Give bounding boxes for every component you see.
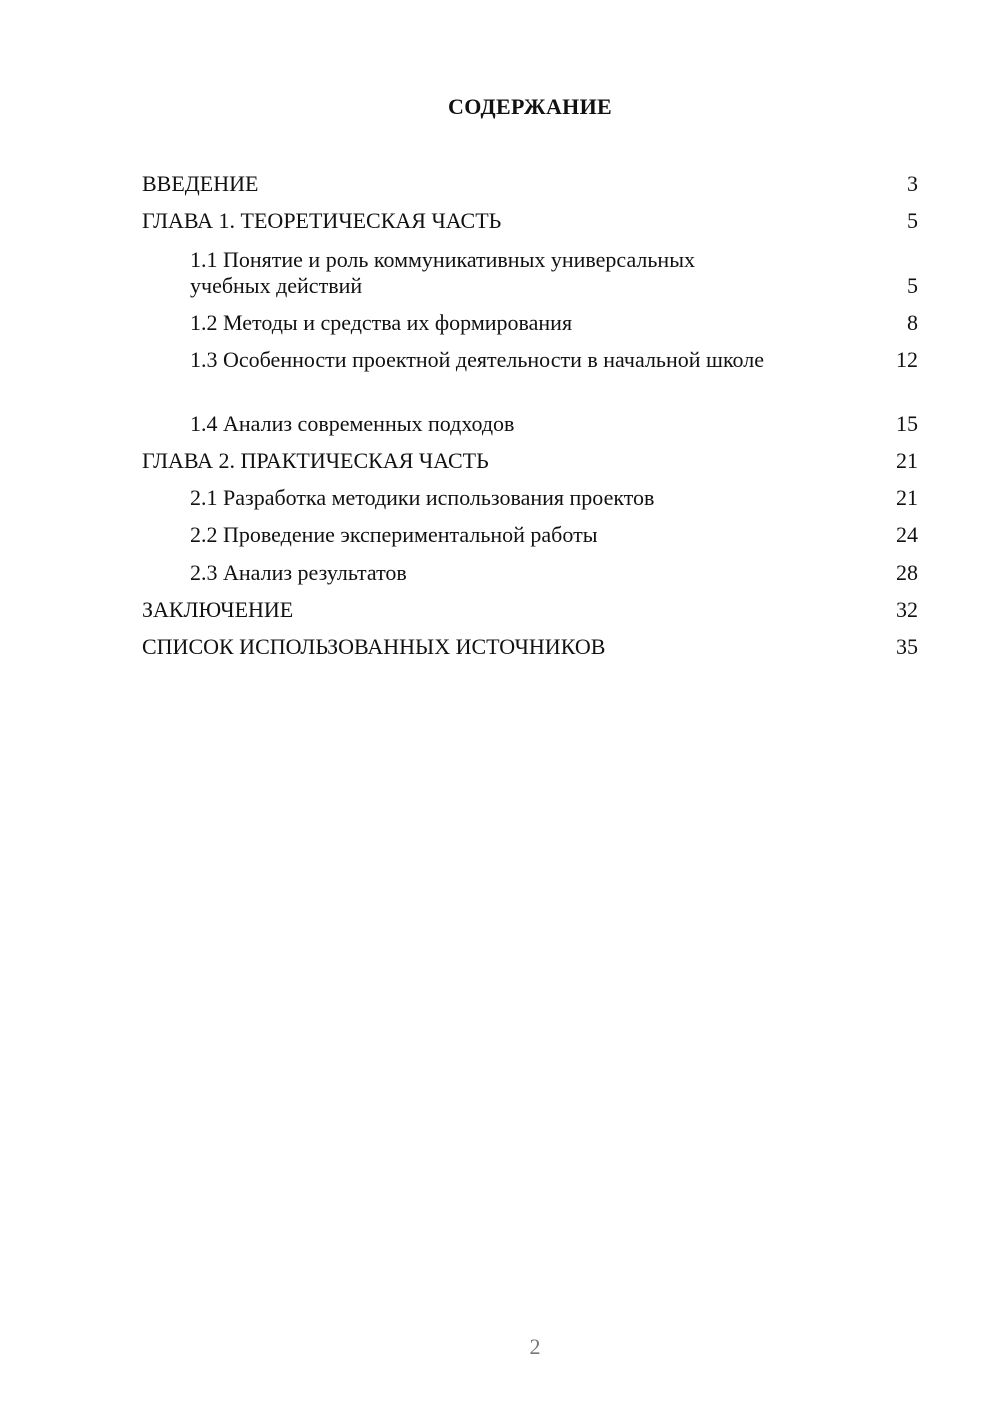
toc-entry-page: 3 (907, 171, 918, 196)
toc-entry-introduction (142, 171, 918, 197)
toc-entry-page: 15 (896, 411, 918, 436)
toc-entry-text: 2.1 Разработка методики использования проектов (190, 485, 655, 510)
toc-entry-page: 28 (896, 560, 918, 585)
toc-entry-text: 2.2 Проведение экспериментальной работы (190, 522, 598, 547)
toc-entry-section-1-1 (190, 247, 918, 299)
toc-entry-page: 5 (907, 273, 918, 298)
page-number: 2 (529, 1334, 541, 1359)
toc-entry-page: 8 (907, 310, 918, 335)
toc-entry-chapter-1 (142, 208, 918, 234)
toc-entry-text: 2.3 Анализ результатов (190, 560, 407, 585)
toc-entry-text: СПИСОК ИСПОЛЬЗОВАННЫХ ИСТОЧНИКОВ (142, 634, 606, 659)
toc-entry-text: 1.4 Анализ современных подходов (190, 411, 515, 436)
toc-entry-references (142, 634, 918, 660)
toc-entry-page: 32 (896, 597, 918, 622)
toc-entry-section-2-3 (190, 560, 918, 586)
toc-entry-page: 35 (896, 634, 918, 659)
toc-entry-section-1-3 (190, 347, 918, 373)
toc-entry-chapter-2 (142, 448, 918, 474)
toc-title: СОДЕРЖАНИЕ (448, 94, 612, 119)
toc-entry-text: 1.1 Понятие и роль коммуникативных универсальных учебных действий (190, 247, 695, 298)
toc-entry-text: ГЛАВА 1. ТЕОРЕТИЧЕСКАЯ ЧАСТЬ (142, 208, 502, 233)
toc-entry-section-2-1 (190, 485, 918, 511)
toc-entry-section-1-2 (190, 310, 918, 336)
toc-entry-text: 1.2 Методы и средства их формирования (190, 310, 573, 335)
toc-entry-text: ВВЕДЕНИЕ (142, 171, 259, 196)
toc-entry-page: 24 (896, 522, 918, 547)
toc-entry-page: 21 (896, 485, 918, 510)
toc-entry-text: ЗАКЛЮЧЕНИЕ (142, 597, 294, 622)
toc-entry-section-1-4 (190, 411, 918, 437)
toc-entry-page: 5 (907, 208, 918, 233)
toc-entry-text: 1.3 Особенности проектной деятельности в начальной школе (190, 347, 764, 372)
toc-entry-conclusion (142, 597, 918, 623)
toc-entry-page: 21 (896, 448, 918, 473)
toc-entry-page: 12 (896, 347, 918, 372)
toc-entry-section-2-2 (190, 522, 918, 548)
toc-entry-text: ГЛАВА 2. ПРАКТИЧЕСКАЯ ЧАСТЬ (142, 448, 489, 473)
